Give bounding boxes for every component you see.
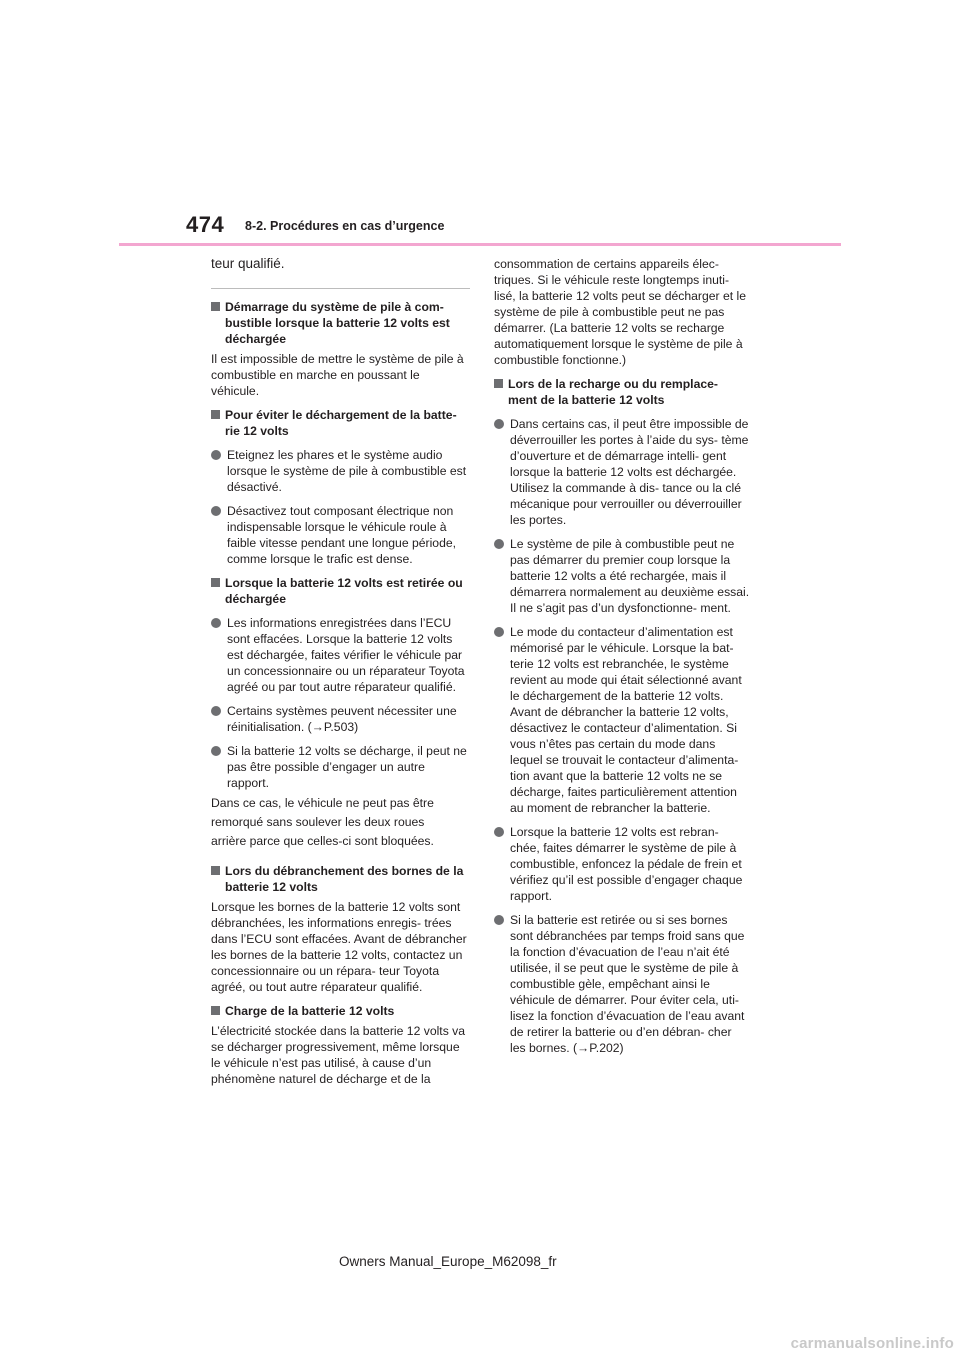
right-column [494, 256, 750, 1056]
heading-battery-charge: Charge de la batterie 12 volts [211, 1003, 470, 1019]
body-paragraph: Lorsque les bornes de la batterie 12 volts sont débranchées, les informations enregis- trées dans l’ECU sont effacées. Avant de débrancher les bornes de la batterie 12 volts, contactez un concessionnaire ou un répara- teur Toyota agréé, ou tout autre réparateur qualifié. [211, 900, 467, 994]
body-paragraph: consommation de certains appareils élec- triques. Si le véhicule reste longtemps inuti- lisé, la batterie 12 volts peut se décharger et le système de pile à combustible peut ne pas démarrer. (La batterie 12 volts se recharge automatiquement lorsque le système de pile à combustible fonctionne.) [494, 257, 747, 367]
list-item: Eteignez les phares et le système audio lorsque le système de pile à combustible est désactivé. [211, 447, 470, 495]
body-line: arrière parce que celles-ci sont bloquées. [211, 834, 434, 848]
round-bullet-icon [494, 627, 504, 637]
footer-document-id: Owners Manual_Europe_M62098_fr [339, 1254, 557, 1269]
round-bullet-icon [211, 746, 221, 756]
round-bullet-icon [494, 827, 504, 837]
heading-disconnect-terminals: Lors du débranchement des bornes de la batterie 12 volts [211, 863, 470, 895]
list-item: Certains systèmes peuvent nécessiter une réinitialisation. (→P.503) [211, 703, 470, 735]
list-item: Le système de pile à combustible peut ne pas démarrer du premier coup lorsque la batterie 12 volts a été rechargée, mais il démarrera normalement au deuxième essai. Il ne s’agit pas d’un dysfonctionne- ment. [494, 536, 750, 616]
round-bullet-icon [211, 706, 221, 716]
heading-fuel-cell-start: Démarrage du système de pile à com- bustible lorsque la batterie 12 volts est déchargée [211, 299, 470, 347]
header-rule [119, 243, 841, 246]
list-item: Dans certains cas, il peut être impossible de déverrouiller les portes à l’aide du sys- tème d’ouverture et de démarrage intelli- gent lorsque la batterie 12 volts est déchargée. Utilisez la commande à dis- tance ou la clé mécanique pour verrouiller ou déverrouiller les portes. [494, 416, 750, 528]
section-title: 8-2. Procédures en cas d’urgence [245, 219, 445, 233]
square-bullet-icon [211, 1006, 220, 1015]
body-line: Dans ce cas, le véhicule ne peut pas être [211, 796, 434, 810]
round-bullet-icon [494, 915, 504, 925]
round-bullet-icon [211, 450, 221, 460]
heading-battery-removed: Lorsque la batterie 12 volts est retirée ou déchargée [211, 575, 470, 607]
heading-recharge-replace: Lors de la recharge ou du remplace- ment de la batterie 12 volts [494, 376, 750, 408]
round-bullet-icon [494, 539, 504, 549]
round-bullet-icon [494, 419, 504, 429]
list-item: Le mode du contacteur d’alimentation est mémorisé par le véhicule. Lorsque la bat- terie 12 volts est rebranchée, le système revient au mode qui était sélectionné avant le déchargement de la batterie 12 volts. Avant de débrancher la batterie 12 volts, désactivez le contacteur d’alimentation. Si vous n’êtes pas certain du mode dans lequel se trouvait le contacteur d’alimenta- tion avant que la batterie 12 volts ne se décharge, faites particulièrement attention au moment de rebrancher la batterie. [494, 624, 750, 816]
continuation-text: teur qualifié. [211, 256, 285, 271]
round-bullet-icon [211, 618, 221, 628]
list-item: Les informations enregistrées dans l’ECU sont effacées. Lorsque la batterie 12 volts est déchargée, faites vérifier le véhicule par un concessionnaire ou un réparateur Toyota agréé ou par tout autre réparateur qualifié. [211, 615, 470, 695]
left-column [211, 256, 470, 1087]
list-item: Si la batterie 12 volts se décharge, il peut ne pas être possible d’engager un autre rapport. [211, 743, 470, 791]
round-bullet-icon [211, 506, 221, 516]
page-number: 474 [186, 212, 225, 237]
body-paragraph: Il est impossible de mettre le système de pile à combustible en marche en poussant le véhicule. [211, 352, 464, 398]
square-bullet-icon [211, 410, 220, 419]
list-item: Lorsque la batterie 12 volts est rebran- chée, faites démarrer le système de pile à combustible, enfoncez la pédale de frein et vérifiez qu’il est possible d’engager chaque rapport. [494, 824, 750, 904]
body-paragraph: L’électricité stockée dans la batterie 12 volts va se décharger progressivement, même lorsque le véhicule n’est pas utilisé, à cause d’un phénomène naturel de décharge et de la [211, 1024, 466, 1086]
heading-avoid-discharge: Pour éviter le déchargement de la batte- rie 12 volts [211, 407, 470, 439]
watermark: carmanualsonline.info [790, 1335, 954, 1352]
body-line: remorqué sans soulever les deux roues [211, 815, 425, 829]
square-bullet-icon [211, 866, 220, 875]
list-item: Désactivez tout composant électrique non indispensable lorsque le véhicule roule à faible vitesse pendant une longue période, comme lorsque le trafic est dense. [211, 503, 470, 567]
list-item: Si la batterie est retirée ou si ses bornes sont débranchées par temps froid sans que la fonction d’évacuation de l’eau n’ait été utilisée, il se peut que le système de pile à combustible gèle, empêchant ainsi le véhicule de démarrer. Pour éviter cela, uti- lisez la fonction d’évacuation de l’eau avant de retirer la batterie ou d’en débran- cher les bornes. (→P.202) [494, 912, 750, 1056]
square-bullet-icon [494, 379, 503, 388]
square-bullet-icon [211, 578, 220, 587]
square-bullet-icon [211, 302, 220, 311]
divider [211, 288, 470, 289]
